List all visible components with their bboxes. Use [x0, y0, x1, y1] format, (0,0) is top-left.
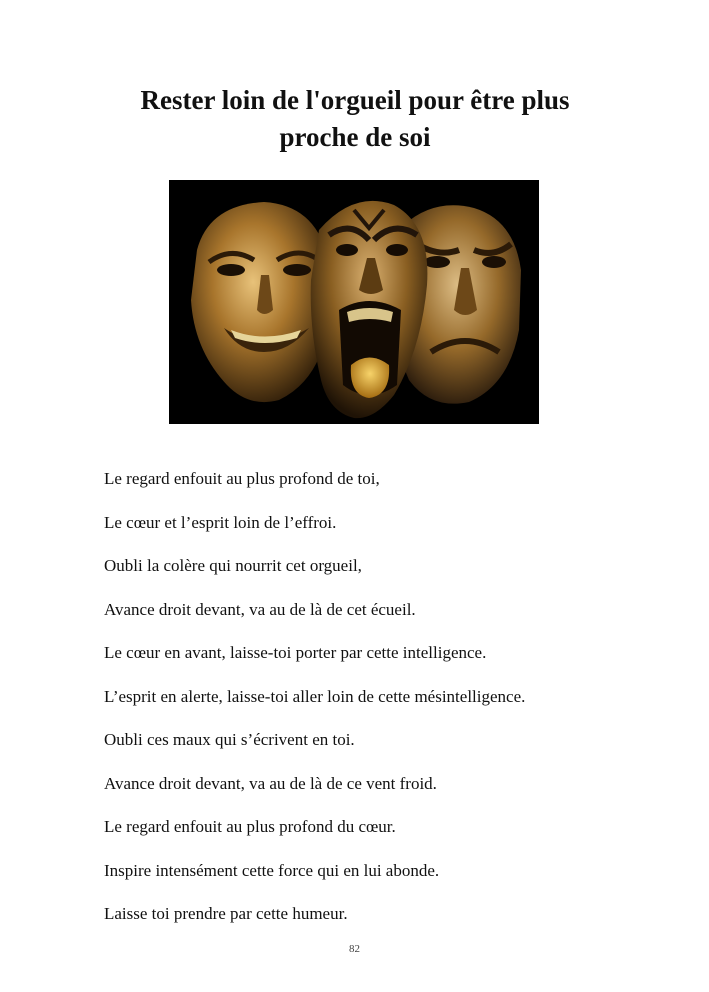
poem-line: Avance droit devant, va au de là de ce vent froid. — [104, 773, 437, 793]
title-line-2: proche de soi — [279, 122, 431, 152]
poem-line: Oubli ces maux qui s’écrivent en toi. — [104, 730, 355, 749]
poem-line: Inspire intensément cette force qui en lui abonde. — [104, 860, 440, 880]
poem-line: Laisse toi prendre par cette humeur. — [104, 904, 348, 923]
poem-line: Le cœur en avant, laisse-toi porter par cette intelligence. — [104, 643, 487, 662]
page-number: 82 — [349, 943, 360, 955]
poem-body — [104, 465, 525, 944]
poem-line: Avance droit devant, va au de là de cet écueil. — [104, 599, 416, 619]
poem-line: L’esprit en alerte, laisse-toi aller loin de cette mésintelligence. — [104, 686, 526, 706]
poem-line: Le regard enfouit au plus profond du cœur. — [104, 817, 396, 836]
three-masks-illustration — [169, 180, 539, 424]
poem-line: Le cœur et l’esprit loin de l’effroi. — [104, 512, 337, 532]
page-title — [60, 82, 650, 156]
title-line-1: Rester loin de l'orgueil pour être plus — [140, 85, 570, 115]
poem-line: Le regard enfouit au plus profond de toi, — [104, 469, 380, 488]
poem-line: Oubli la colère qui nourrit cet orgueil, — [104, 556, 362, 575]
